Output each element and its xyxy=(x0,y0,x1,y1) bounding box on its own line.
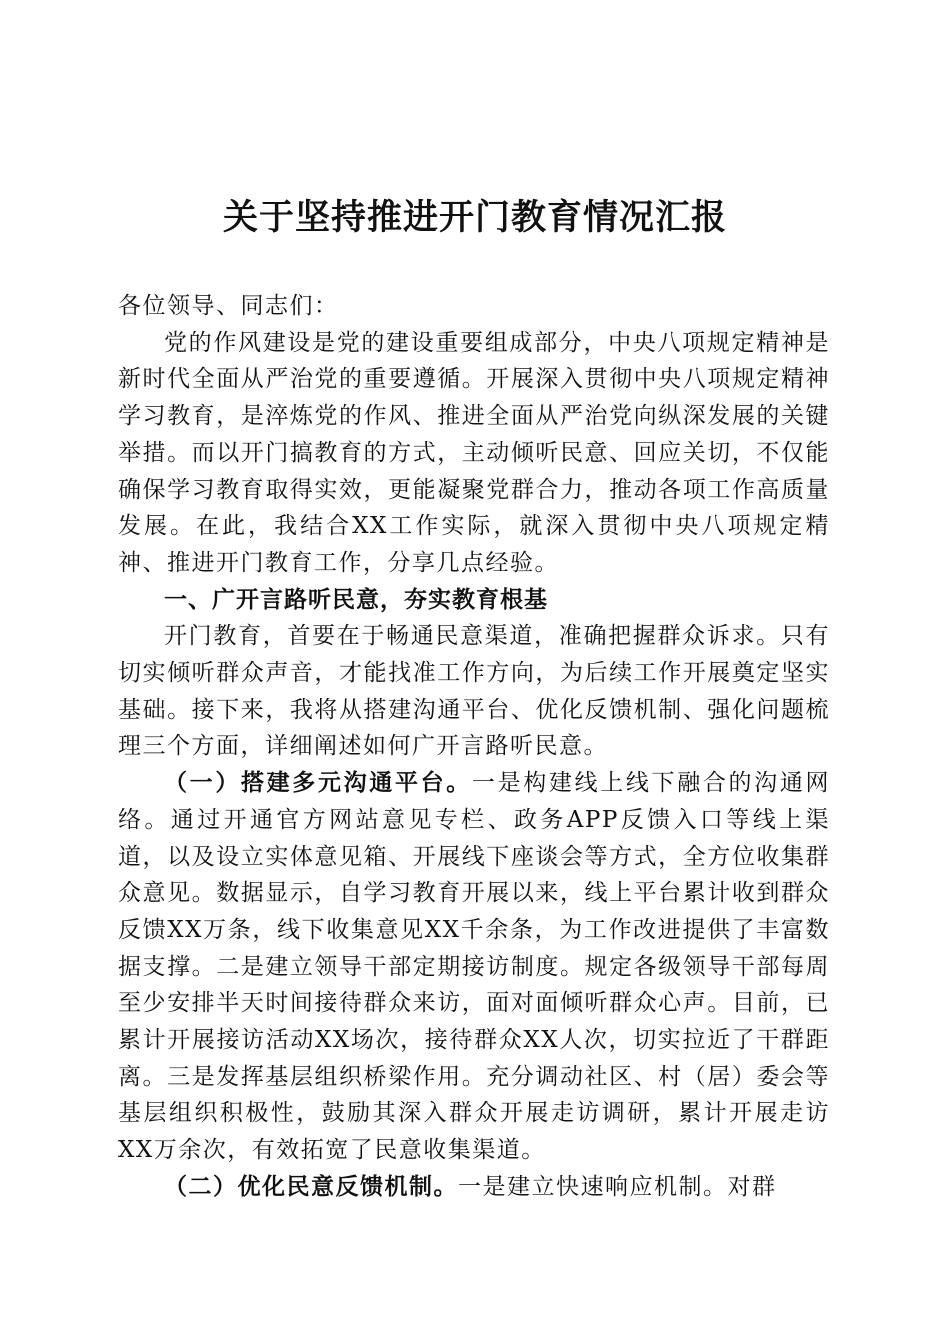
section-1-intro-paragraph: 开门教育，首要在于畅通民意渠道，准确把握群众诉求。只有切实倾听群众声音，才能找准工作方向，为后续工作开展奠定坚实基础。接下来，我将从搭建沟通平台、优化反馈机制、强化问题梳理三个方面，详细阐述如何广开言路听民意。 xyxy=(118,623,830,760)
subsection-2-body: 一是建立快速响应机制。对群 xyxy=(458,1173,777,1200)
document-title: 关于坚持推进开门教育情况汇报 xyxy=(222,197,727,238)
document-body xyxy=(118,288,830,1206)
subsection-2-heading: （二）优化民意反馈机制。 xyxy=(164,1172,458,1200)
subsection-2-paragraph xyxy=(118,1169,830,1206)
subsection-1-paragraph xyxy=(118,765,830,1169)
salutation: 各位领导、同志们： xyxy=(118,293,339,319)
section-1-heading: 一、广开言路听民意，夯实教育根基 xyxy=(164,586,548,613)
subsection-1-body: 一是构建线上线下融合的沟通网络。通过开通官方网站意见专栏、政务APP反馈入口等线上渠道，以及设立实体意见箱、开展线下座谈会等方式，全方位收集群众意见。数据显示，自学习教育开展以来，线上平台累计收到群众反馈XX万条，线下收集意见XX千余条，为工作改进提供了丰富数据支撑。二是建立领导干部定期接访制度。规定各级领导干部每周至少安排半天时间接待群众来访，面对面倾听群众心声。目前，已累计开展接访活动XX场次，接待群众XX人次，切实拉近了干群距离。三是发挥基层组织桥梁作用。充分调动社区、村（居）委会等基层组织积极性，鼓励其深入群众开展走访调研，累计开展走访XX万余次，有效拓宽了民意收集渠道。 xyxy=(118,770,831,1164)
intro-paragraph: 党的作风建设是党的建设重要组成部分，中央八项规定精神是新时代全面从严治党的重要遵循。开展深入贯彻中央八项规定精神学习教育，是淬炼党的作风、推进全面从严治党向纵深发展的关键举措。而以开门搞教育的方式，主动倾听民意、回应关切，不仅能确保学习教育取得实效，更能凝聚党群合力，推动各项工作高质量发展。在此，我结合XX工作实际，就深入贯彻中央八项规定精神、推进开门教育工作，分享几点经验。 xyxy=(118,329,830,576)
subsection-1-heading: （一）搭建多元沟通平台。 xyxy=(164,769,472,797)
